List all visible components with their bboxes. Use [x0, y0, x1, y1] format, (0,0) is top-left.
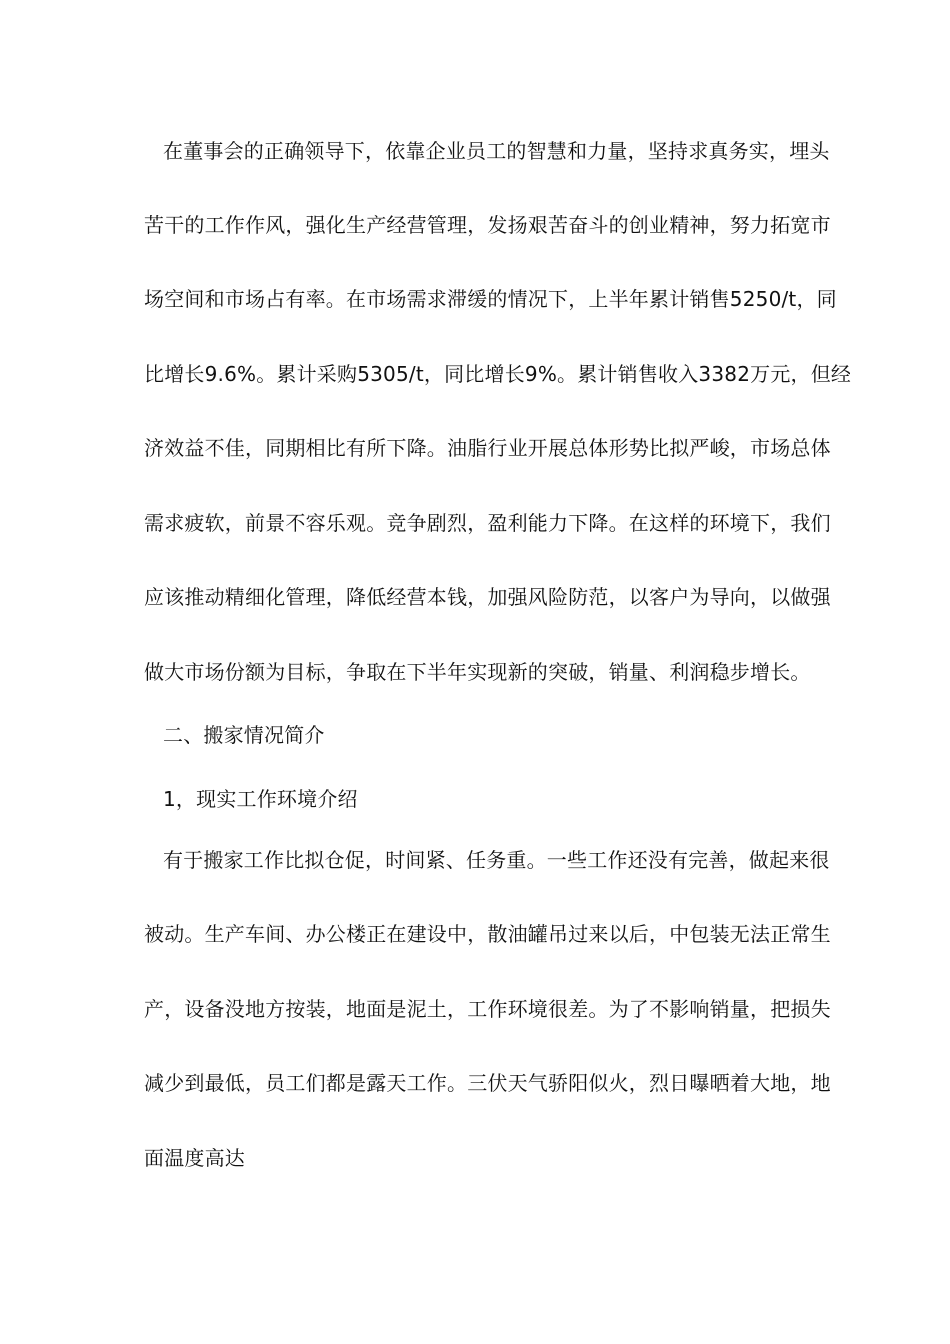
paragraph-2-line-4: 减少到最低，员工们都是露天工作。三伏天气骄阳似火，烈日曝晒着大地，地	[144, 1071, 831, 1095]
paragraph-1-line-1: 在董事会的正确领导下，依靠企业员工的智慧和力量，坚持求真务实，埋头	[163, 139, 830, 163]
paragraph-2-line-1: 有于搬家工作比拟仓促，时间紧、任务重。一些工作还没有完善，做起来很	[163, 848, 830, 872]
section-heading: 二、搬家情况简介	[163, 723, 325, 747]
paragraph-2-line-5: 面温度高达	[144, 1146, 245, 1170]
paragraph-1-line-3: 场空间和市场占有率。在市场需求滞缓的情况下，上半年累计销售5250/t，同	[144, 287, 837, 311]
paragraph-2-line-2: 被动。生产车间、办公楼正在建设中，散油罐吊过来以后，中包装无法正常生	[144, 922, 831, 946]
paragraph-2-line-3: 产，设备没地方按装，地面是泥土，工作环境很差。为了不影响销量，把损失	[144, 997, 831, 1021]
paragraph-1-line-8: 做大市场份额为目标，争取在下半年实现新的突破，销量、利润稳步增长。	[144, 660, 811, 684]
paragraph-1-line-6: 需求疲软，前景不容乐观。竞争剧烈，盈利能力下降。在这样的环境下，我们	[144, 511, 831, 535]
paragraph-1-line-2: 苦干的工作作风，强化生产经营管理，发扬艰苦奋斗的创业精神，努力拓宽市	[144, 213, 831, 237]
subsection-heading: 1，现实工作环境介绍	[163, 787, 358, 811]
paragraph-1-line-5: 济效益不佳，同期相比有所下降。油脂行业开展总体形势比拟严峻，市场总体	[144, 436, 831, 460]
paragraph-1-line-4: 比增长9.6%。累计采购5305/t，同比增长9%。累计销售收入3382万元，但经	[144, 362, 852, 386]
paragraph-1-line-7: 应该推动精细化管理，降低经营本钱，加强风险防范，以客户为导向，以做强	[144, 585, 831, 609]
